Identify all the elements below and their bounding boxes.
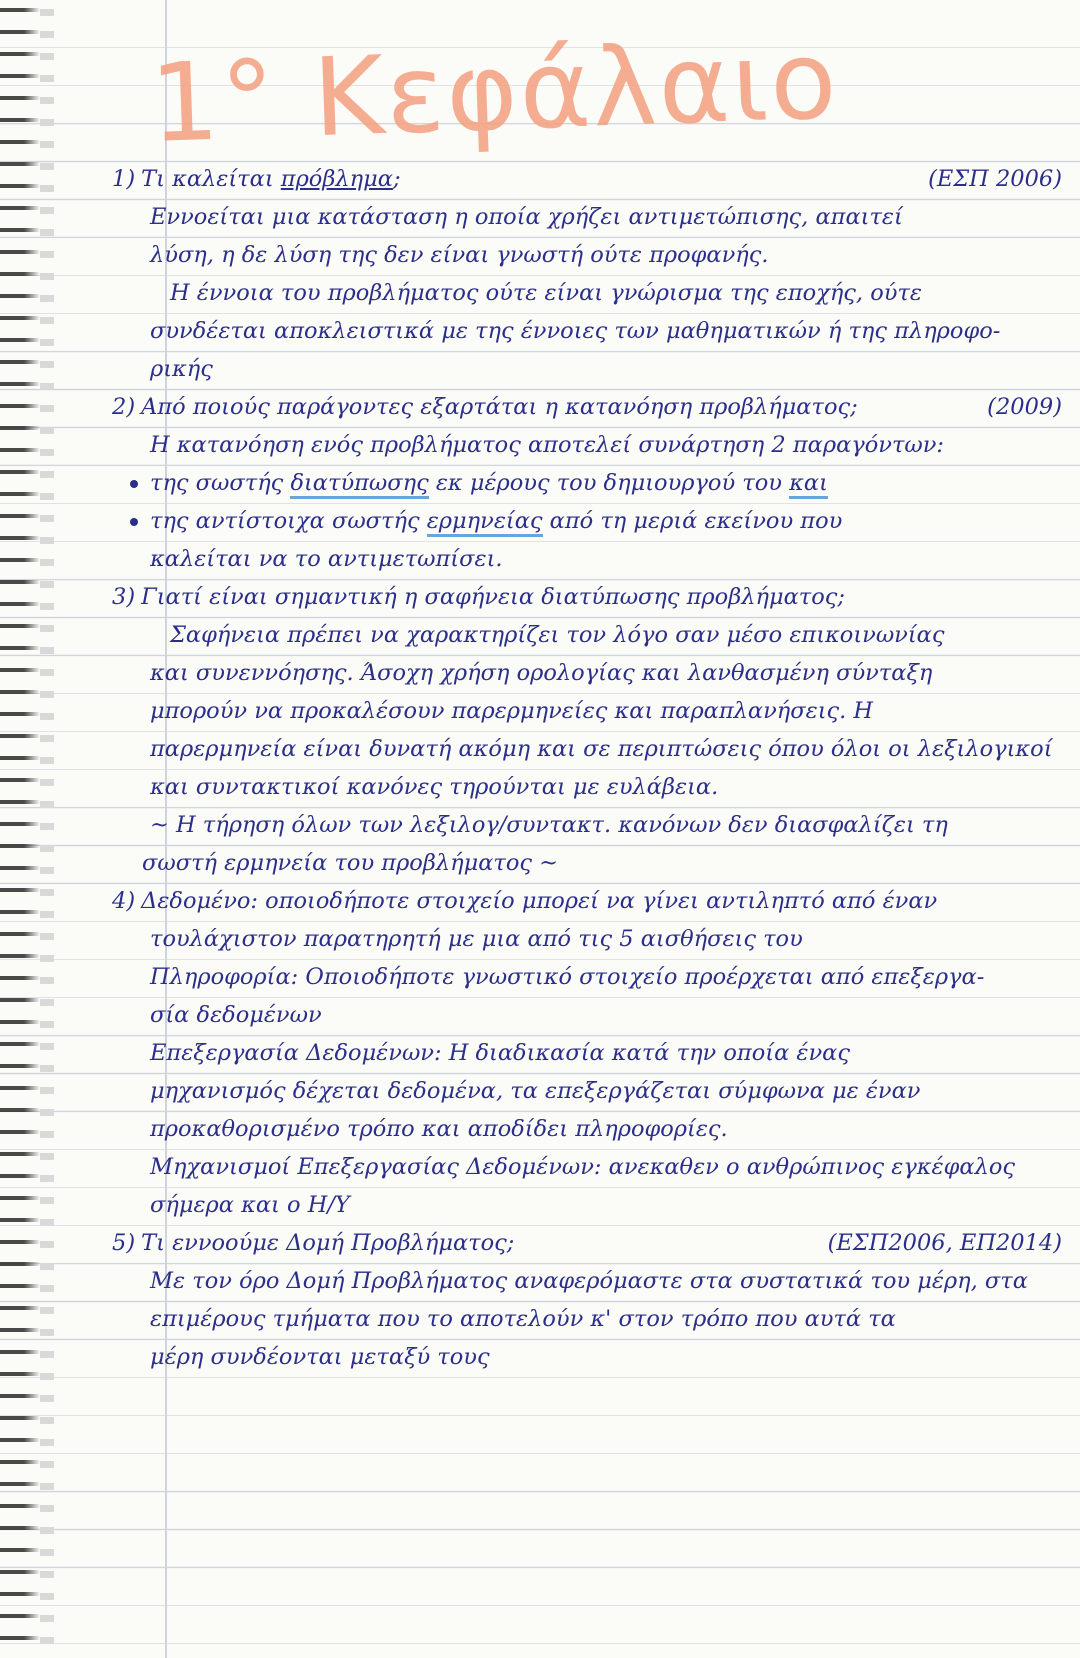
answer-line: συνδέεται αποκλειστικά με της έννοιες των μαθηματικών ή της πληροφο- <box>150 318 1001 344</box>
spiral-binding <box>0 0 40 1658</box>
bullet-dot <box>130 480 138 488</box>
bullet-item <box>112 502 1062 540</box>
question-text: Τι εννοούμε Δομή Προβλήματος; <box>141 1230 515 1256</box>
answer-line: ρικής <box>150 356 213 382</box>
answer-line: Εννοείται μια κατάσταση η οποία χρήζει αντιμετώπισης, απαιτεί <box>150 204 903 230</box>
exam-reference: (ΕΣΠ2006, ΕΠ2014) <box>827 1230 1062 1256</box>
answer-line: και συνεννόησης. Άσοχη χρήση ορολογίας και λανθασμένη σύνταξη <box>150 660 933 686</box>
highlighted-term: και <box>789 470 828 499</box>
question-text: Γιατί είναι σημαντική η σαφήνεια διατύπωσης προβλήματος; <box>141 584 845 610</box>
question-2 <box>112 388 1062 426</box>
answer-line: παρερμηνεία είναι δυνατή ακόμη και σε περιπτώσεις όπου όλοι οι λεξιλογικοί <box>150 736 1053 762</box>
definition-line: Επεξεργασία Δεδομένων: Η διαδικασία κατά την οποία ένας <box>150 1040 850 1066</box>
highlighted-term: ερμηνείας <box>427 508 543 537</box>
note-line: ~ Η τήρηση όλων των λεξιλογ/συντακτ. κανόνων δεν διασφαλίζει τη <box>150 812 948 838</box>
bullet-text: εκ μέρους του δημιουργού του <box>428 470 790 496</box>
question-5 <box>112 1224 1062 1262</box>
answer-line: Η έννοια του προβλήματος ούτε είναι γνώρισμα της εποχής, ούτε <box>170 280 922 306</box>
question-text: Τι καλείται <box>141 166 281 192</box>
question-number: 3) <box>112 584 136 610</box>
answer-line: καλείται να το αντιμετωπίσει. <box>150 546 503 572</box>
spiral-holes <box>40 0 54 1658</box>
definition-line: Δεδομένο: οποιοδήποτε στοιχείο μπορεί να γίνει αντιληπτό από έναν <box>141 888 938 914</box>
question-number: 1) <box>112 166 136 192</box>
bullet-item <box>112 464 1062 502</box>
notes-content <box>112 160 1062 1376</box>
definition-line: σία δεδομένων <box>150 1002 322 1028</box>
bullet-text: της αντίστοιχα σωστής <box>150 508 427 534</box>
note-line: σωστή ερμηνεία του προβλήματος ~ <box>142 850 559 876</box>
highlighted-term: διατύπωσης <box>290 470 428 499</box>
definition-line: Πληροφορία: Οποιοδήποτε γνωστικό στοιχείο προέρχεται από επεξεργα- <box>150 964 985 990</box>
question-number: 4) <box>112 888 136 914</box>
question-3 <box>112 578 1062 616</box>
definition-line: τουλάχιστον παρατηρητή με μια από τις 5 αισθήσεις του <box>150 926 803 952</box>
question-mark: ; <box>392 166 401 192</box>
definition-line: σήμερα και ο Η/Υ <box>150 1192 350 1218</box>
question-number: 2) <box>112 394 136 420</box>
answer-line: μέρη συνδέονται μεταξύ τους <box>150 1344 490 1370</box>
answer-line: μπορούν να προκαλέσουν παρερμηνείες και παραπλανήσεις. Η <box>150 698 874 724</box>
bullet-text: της σωστής <box>150 470 291 496</box>
definition-line: μηχανισμός δέχεται δεδομένα, τα επεξεργάζεται σύμφωνα με έναν <box>150 1078 921 1104</box>
bullet-text: από τη μεριά εκείνου που <box>542 508 843 534</box>
page-title: 1° Κεφάλαιο <box>148 18 841 167</box>
answer-line: Με τον όρο Δομή Προβλήματος αναφερόμαστε στα συστατικά του μέρη, στα <box>150 1268 1028 1294</box>
bullet-dot <box>130 518 138 526</box>
question-text: Από ποιούς παράγοντες εξαρτάται η κατανόηση προβλήματος; <box>141 394 858 420</box>
question-keyword: πρόβλημα <box>280 166 393 192</box>
exam-reference: (2009) <box>987 394 1062 420</box>
definition-line: προκαθορισμένο τρόπο και αποδίδει πληροφορίες. <box>150 1116 728 1142</box>
definition-line: Μηχανισμοί Επεξεργασίας Δεδομένων: ανεκαθεν ο ανθρώπινος εγκέφαλος <box>150 1154 1015 1180</box>
exam-reference: (ΕΣΠ 2006) <box>928 166 1062 192</box>
question-4 <box>112 882 1062 920</box>
answer-line: Η κατανόηση ενός προβλήματος αποτελεί συνάρτηση 2 παραγόντων: <box>150 432 944 458</box>
answer-line: Σαφήνεια πρέπει να χαρακτηρίζει τον λόγο σαν μέσο επικοινωνίας <box>170 622 945 648</box>
question-number: 5) <box>112 1230 136 1256</box>
answer-line: λύση, η δε λύση της δεν είναι γνωστή ούτε προφανής. <box>150 242 769 268</box>
answer-line: και συντακτικοί κανόνες τηρούνται με ευλάβεια. <box>150 774 719 800</box>
question-1 <box>112 160 1062 198</box>
answer-line: επιμέρους τμήματα που το αποτελούν κ' στον τρόπο που αυτά τα <box>150 1306 896 1332</box>
